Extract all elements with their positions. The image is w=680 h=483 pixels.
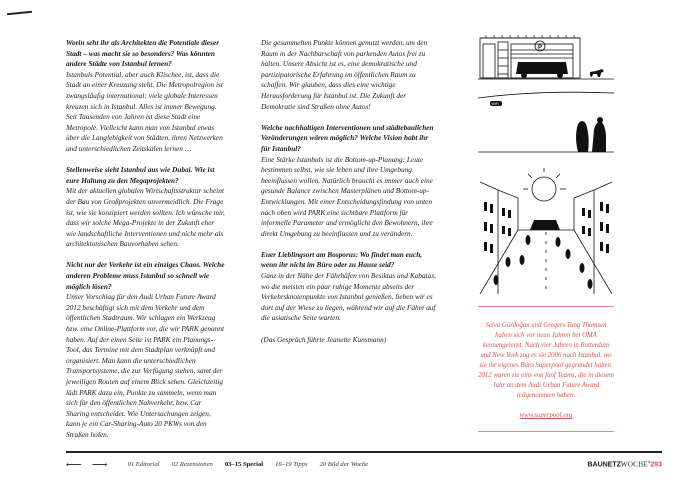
answer: Die gesammelten Punkte können genutzt werden, um den Raum in der Nachbarschaft von parkenden Autos frei zu halten. Unsere Absicht ist es, eine demokratische und partizipatorische Erfahrung im öffentlichen Raum zu schaffen. Wir glauben, dass dies eine wichtige Herausforderung für Istanbul ist. Die Zukunft der Demokratie sind Straßen ohne Autos! xyxy=(261,38,428,111)
footer-divider xyxy=(66,451,662,453)
superpool-link[interactable]: www.superpool.org xyxy=(519,412,573,419)
qa-block xyxy=(261,123,436,240)
street-illustration-icon xyxy=(478,32,614,294)
nav-item-rezensionen[interactable]: 02 Rezensionen xyxy=(171,460,213,468)
baunetzwoche-logo xyxy=(587,459,662,468)
answer: Eine Stärke Istanbuls ist die Bottom-up-Planung: Leute bestimmen selbst, wie sie leben und ihre Umgebung beeinflussen wollen. Natürlich braucht es immer auch eine gesunde Balance zwischen Masterplänen und Bottom-up-Entwicklungen. Mit einer Entscheidungsfindung von unten nach oben wird PARK eine sichtbare Plattform für informelle Parameter und ermöglicht den Bewohnern, ihre direkt Umgebung zu beeinflussen und zu verändern. xyxy=(261,154,433,238)
nav-item-editorial[interactable]: 01 Editorial xyxy=(127,460,160,468)
answer: Ganz in der Nähe der Fährhäfen von Besiktas und Kabatas, wo die meisten ein paar ruhige Momente abseits der Verkehrsknotenpunkte von Istanbul genießen, lieben wir es dort auf der Wiese zu liegen, während wir auf die Fähre auf die asiatische Seite warten. xyxy=(261,271,436,323)
question: Welche nachhaltigen Interventionen und städtebaulichen Veränderungen wären möglich? Welche Vision habt ihr für Istanbul? xyxy=(261,122,434,153)
question: Nicht nur der Verkehr ist ein einziges Chaos. Welche anderen Probleme muss Istanbul so schnell wie möglich lösen? xyxy=(66,260,225,291)
nav-item-bild-der-woche[interactable]: 20 Bild der Woche xyxy=(319,460,369,468)
svg-text:WiFi: WiFi xyxy=(491,102,499,106)
question: Stellenweise sieht Istanbul aus wie Dubai. Wie ist eure Haltung zu den Megaprojekten? xyxy=(66,165,215,185)
interview-column-1 xyxy=(66,38,226,451)
author-bio-box xyxy=(478,306,614,432)
nav-item-special[interactable]: 03–15 Special xyxy=(224,460,264,468)
answer: Unser Vorschlag für den Audi Urban Future Award 2012 beschäftigt sich mit dem Verkehr und dem öffentlichen Stadtraum. Wir schlagen ein Werkzeug bzw. eine Online-Plattform vor, die wir PARK genannt haben. Auf der einen Seite ist PARK ein Planungs-Tool, das Termine mit dem Stadtplan verknüpft und organisiert. Man kann die unterschiedlichen Transportsysteme, die zur Verfügung stehen, samt der jeweiligen Routen auf einem Blick sehen. Gleichzeitig lädt PARK dazu ein, Punkte zu sammeln, wenn man sich für den öffentlichen Nahverkehr, bzw. Car Sharing entscheidet. Wie Untersuchungen zeigen, kann je ein Car-Sharing-Auto 20 PKWs von den Straßen holen. xyxy=(66,292,225,439)
question: Euer Lieblingsort am Bosporus: Wo findet man euch, wenn ihr nicht im Büro oder zu Hause seid? xyxy=(261,249,423,270)
qa-block xyxy=(66,260,226,440)
brand-light: WOCHE xyxy=(620,460,649,469)
answer: Mit der aktuellen globalen Wirtschaftsstruktur scheint der Bau von Großprojekten unvermeidlich. Die Frage ist, wie sie konzipiert werden sollten. Ich wünsche mir, dass wir solche Mega-Projekte in der Zukunft eher wie landschaftliche Interventionen und nicht mehr als architektonischen Bauvorhaben sehen. xyxy=(66,186,225,249)
svg-text:P: P xyxy=(538,45,543,51)
answer: Istanbuls Potential, aber auch Klischee, ist, dass die Stadt an einer Kreuzung steht. Die Metropolregion ist zwangsläufig international; viele globale Interessen kreuzen sich in Istanbul. Alles ist immer Bewegung. Seit Tausenden von Jahren ist diese Stadt eine Metropole. Vielleicht kann man von Istanbul etwas über die Langlebigkeit von Städten, ihren Netzwerken und unterschiedlichen Zeitskalen lernen … xyxy=(66,69,223,153)
prev-page-arrow-icon[interactable]: ⟵ xyxy=(66,458,82,471)
interview-credit: (Das Gespräch führte Jeanette Kunsmann) xyxy=(261,334,387,344)
issue-number: 293 xyxy=(650,461,662,469)
page-mark xyxy=(7,11,32,16)
interview-column-2 xyxy=(261,38,436,356)
brand-mark: # xyxy=(648,459,651,465)
qa-block xyxy=(261,38,436,112)
qa-block xyxy=(66,165,226,250)
illustration xyxy=(478,32,614,299)
footer-nav xyxy=(66,457,662,471)
qa-block xyxy=(261,335,436,346)
author-bio: Selva Gürdoğan und Gregers Tang Thomsen haben sich vor neun Jahren bei OMA kennengelernt. Nach vier Jahren in Rotterdam und New York zog es sie 2006 nach Istanbul, wo sie ihr eigenes Büro Superpool gegründet haben. 2012 waren sie eins von fünf Teams, die in diesem Jahr an dem Audi Urban Future Award teilgenommen haben. xyxy=(478,322,614,399)
qa-block xyxy=(66,38,226,155)
next-page-arrow-icon[interactable]: ⟶ xyxy=(91,458,108,471)
qa-block xyxy=(261,250,436,324)
question: Worin seht ihr als Architekten die Potentiale dieser Stadt – was macht sie so besonders? Was könnten andere Städte von Istanbul lernen? xyxy=(66,38,220,69)
nav-item-tipps[interactable]: 16–19 Tipps xyxy=(275,460,308,468)
brand-bold: BAUNETZ xyxy=(587,461,621,469)
